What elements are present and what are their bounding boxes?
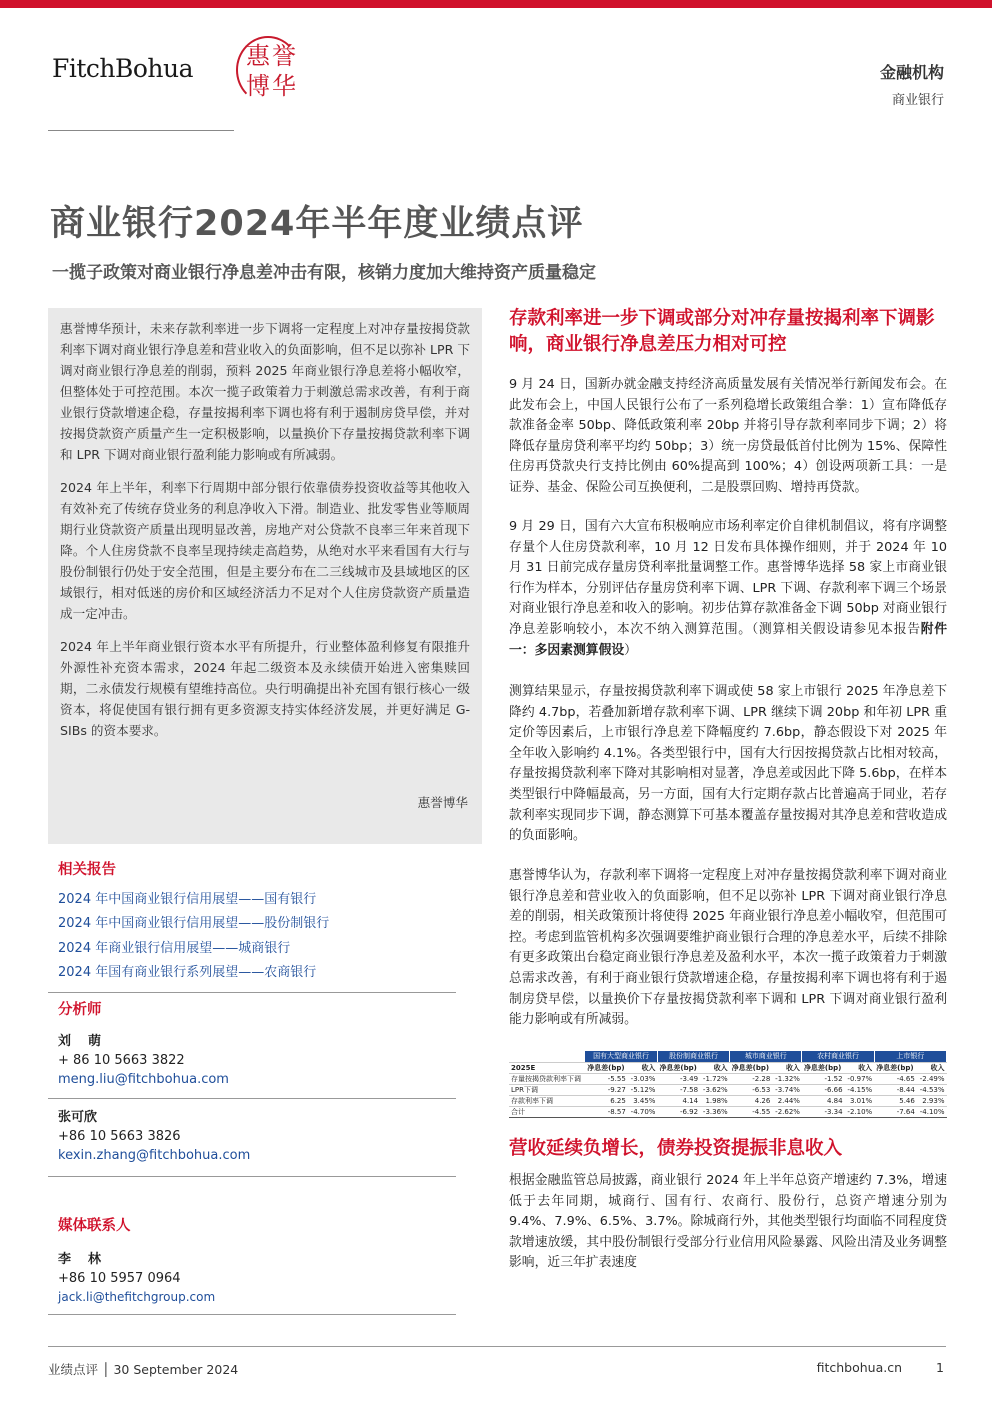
table-row — [509, 1084, 947, 1095]
table-cell: -0.97% — [845, 1073, 875, 1084]
appendix-reference: 附件一：多因素测算假设 — [509, 621, 948, 658]
summary-paragraph: 惠誉博华预计，未来存款利率进一步下调将一定程度上对冲存量按揭贷款利率下调对商业银行净息差和营业收入的负面影响，但不足以弥补 LPR 下调对商业银行净息差的削弱，预料 2025 年商业银行净息差将小幅收窄，但整体处于可控范围。本次一揽子政策着力于刺激总需求改善，有利于商业银行贷款增速企稳，存量按揭利率下调也将有利于遏制房贷早偿，并对按揭贷款资产质量产生一定积极影响，以量换价下存量按揭贷款利率下调和 LPR 下调对商业银行盈利能力影响或有所减弱。 — [60, 321, 470, 462]
table-row — [509, 1095, 947, 1106]
body-paragraph: 9 月 24 日，国新办就金融支持经济高质量发展有关情况举行新闻发布会。在此发布会上，中国人民银行公布了一系列稳增长政策组合拳：1）宣布降低存款准备金率 50bp、降低政策利率 20bp 并将引导存款利率同步下调；2）将降低存量房贷利率平均约 50bp；3）统一房贷最低首付比例为 15%、保障性住房再贷款央行支持比例由 60%提高到 100%；4）创设两项新工具：一是证券、基金、保险公司互换便利，二是股票回购、增持再贷款。 — [509, 377, 947, 495]
table-cell: -4.70% — [628, 1106, 658, 1117]
analyst-phone: +86 10 5663 3826 — [58, 1129, 181, 1144]
body-paragraph: 测算结果显示，存量按揭贷款利率下调或使 58 家上市银行 2025 年净息差下降约 4.7bp，若叠加新增存款利率下调、LPR 继续下调 20bp 和年初 LPR 重定价等因素后，上市银行净息差下降幅度约 7.6bp，静态假设下对 2025 年全年收入影响约 4.1%。各类型银行中，国有大行因按揭贷款占比相对较高，存量按揭贷款利率下降对其影响相对显著，净息差或因此下降 5.6bp，在样本类型银行中降幅最高，另一方面，国有大行定期存款占比普遍高于同业，若存款利率实现同步下调，静态测算下可基本覆盖存量按揭对其净息差和营收造成的负面影响。 — [509, 684, 947, 844]
table-subheader: 净息差(bp) — [657, 1062, 700, 1073]
table-cell: -1.52 — [802, 1073, 845, 1084]
table-group-header: 国有大型商业银行 — [585, 1051, 657, 1062]
body-text: 9 月 29 日，国有六大宣布积极响应市场利率定价自律机制倡议，将有序调整存量个人住房贷款利率，10 月 12 日发布具体操作细则，并于 2024 年 10 月 31 日前完成存量房贷利率批量调整工作。惠誉博华选择 58 家上市商业银行作为样本，分别评估存量房贷利率下调、LPR 下调、存款利率下调三个场景对商业银行净息差和收入的影响。初步估算存款准备金下调 50bp 对商业银行净息差影响较小，本次不纳入测算范围。（测算相关假设请参见本报告 — [509, 519, 947, 637]
seal-char: 惠 — [246, 42, 270, 70]
media-contact-phone: +86 10 5957 0964 — [58, 1271, 181, 1286]
table-cell: -8.57 — [585, 1106, 628, 1117]
table-group-header: 股份制商业银行 — [657, 1051, 729, 1062]
table-cell: 6.25 — [585, 1095, 628, 1106]
nim-impact-table — [509, 1051, 947, 1118]
page-number: 1 — [936, 1360, 944, 1375]
section-heading: 营收延续负增长，债券投资提振非息收入 — [509, 1138, 843, 1159]
media-contact-card — [58, 1250, 215, 1307]
analyst-card — [58, 1032, 229, 1089]
table-cell: -6.66 — [802, 1084, 845, 1095]
table-subheader: 收入 — [917, 1062, 947, 1073]
table-cell: 4.26 — [730, 1095, 773, 1106]
table-cell: -1.32% — [772, 1073, 802, 1084]
table-cell: 3.01% — [845, 1095, 875, 1106]
table-cell: -3.62% — [700, 1084, 730, 1095]
sidebar-divider — [48, 1314, 456, 1315]
table-cell: -4.15% — [845, 1084, 875, 1095]
table-group-header: 城市商业银行 — [730, 1051, 802, 1062]
table-cell: -4.53% — [917, 1084, 947, 1095]
body-paragraph — [509, 517, 947, 661]
table-row-label: LPR下调 — [509, 1084, 585, 1095]
table-row-label: 存量按揭贷款利率下调 — [509, 1073, 585, 1084]
table-cell: -9.27 — [585, 1084, 628, 1095]
table-cell: -2.10% — [845, 1106, 875, 1117]
summary-paragraph: 2024 年上半年商业银行资本水平有所提升，行业整体盈利修复有限推升外源性补充资本需求，2024 年起二级资本及永续债开始进入密集赎回期，二永债发行规模有望维持高位。央行明确提出补充国有银行核心一级资本，将促使国有银行拥有更多资源支持实体经济发展，并更好满足 G-SIBs 的资本要求。 — [60, 639, 470, 738]
report-title: 商业银行2024年半年度业绩点评 — [50, 204, 584, 244]
table-row-label: 合计 — [509, 1106, 585, 1117]
table-subheader: 净息差(bp) — [730, 1062, 773, 1073]
footer-right — [817, 1360, 944, 1375]
body-paragraph: 根据金融监管总局披露，商业银行 2024 年上半年总资产增速约 7.3%，增速低于去年同期，城商行、国有行、农商行、股份行，总资产增速分别为 9.4%、7.9%、6.5%、3.7%。除城商行外，其他类型银行均面临不同程度贷款增速放缓，其中股份制银行受部分行业信用风险暴露、风险出清及业务调整影响，近三年扩表速度 — [509, 1173, 947, 1271]
table-cell: 4.14 — [657, 1095, 700, 1106]
table-cell: -4.55 — [730, 1106, 773, 1117]
table-subheader: 收入 — [700, 1062, 730, 1073]
sector-main: 金融机构 — [879, 63, 944, 82]
table-cell: -1.72% — [700, 1073, 730, 1084]
related-report-link[interactable]: 2024 年中国商业银行信用展望——国有银行 — [58, 892, 317, 907]
table-subheader: 净息差(bp) — [874, 1062, 917, 1073]
table-cell: -5.55 — [585, 1073, 628, 1084]
table-body — [509, 1073, 947, 1117]
table-cell: -3.49 — [657, 1073, 700, 1084]
sidebar-divider — [48, 1098, 456, 1099]
table-subheader: 净息差(bp) — [585, 1062, 628, 1073]
analyst-name: 刘 萌 — [58, 1034, 104, 1049]
table-cell: -4.10% — [917, 1106, 947, 1117]
logo-divider — [48, 130, 234, 131]
analyst-phone: + 86 10 5663 3822 — [58, 1053, 185, 1068]
body-text: ） — [624, 642, 637, 658]
table-cell: -3.74% — [772, 1084, 802, 1095]
media-contact-email[interactable]: jack.li@thefitchgroup.com — [58, 1290, 216, 1304]
related-report-link[interactable]: 2024 年国有商业银行系列展望——农商银行 — [58, 964, 317, 980]
table-cell: -8.44 — [874, 1084, 917, 1095]
footer-divider — [48, 1346, 946, 1347]
analysts-heading: 分析师 — [58, 1002, 102, 1018]
related-reports-heading: 相关报告 — [58, 862, 116, 878]
table-cell: 4.84 — [802, 1095, 845, 1106]
analyst-card — [58, 1108, 250, 1165]
logo-seal — [240, 38, 300, 104]
table-cell: 1.98% — [700, 1095, 730, 1106]
table-row — [509, 1073, 947, 1084]
analyst-email[interactable]: meng.liu@fitchbohua.com — [58, 1072, 229, 1087]
table-cell: 3.45% — [628, 1095, 658, 1106]
table-group-header: 上市银行 — [874, 1051, 946, 1062]
footer-left: 业绩点评 │ 30 September 2024 — [48, 1362, 239, 1377]
summary-paragraph: 2024 年上半年，利率下行周期中部分银行依靠债券投资收益等其他收入有效补充了传统存贷业务的利息净收入下滑。制造业、批发零售业等顺周期行业贷款资产质量出现明显改善，房地产对公贷款不良率三年来首现下降。个人住房贷款不良率呈现持续走高趋势，从绝对水平来看国有大行与股份制银行仍处于安全范围，但是主要分布在二三线城市及县域地区的区域银行，相对低迷的房价和区域经济活力不足对个人住房贷款资产质量造成一定冲击。 — [60, 480, 470, 621]
table-row-label: 存款利率下调 — [509, 1095, 585, 1106]
table-cell: -2.49% — [917, 1073, 947, 1084]
analyst-email[interactable]: kexin.zhang@fitchbohua.com — [58, 1148, 251, 1163]
table-cell: -4.65 — [874, 1073, 917, 1084]
fitchbohua-logo — [52, 38, 296, 108]
body-paragraph: 惠誉博华认为，存款利率下调将一定程度上对冲存量按揭贷款利率下调对商业银行净息差和营业收入的负面影响，但不足以弥补 LPR 下调对商业银行净息差的削弱，相关政策预计将使得 2025 年商业银行净息差小幅收窄，但范围可控。考虑到监管机构多次强调要维护商业银行合理的净息差水平，后续不排除有更多政策出台稳定商业银行净息差及盈利水平，本次一揽子政策着力于刺激总需求改善，有利于商业银行贷款增速企稳，存量按揭利率下调也将有利于遏制房贷早偿，以量换价下存量按揭贷款利率下调和 LPR 下调对商业银行盈利能力影响或有所减弱。 — [509, 868, 947, 1028]
table-cell: 2.44% — [772, 1095, 802, 1106]
top-accent-bar — [0, 0, 992, 8]
sector-sub: 商业银行 — [891, 93, 944, 108]
table-cell: -7.64 — [874, 1106, 917, 1117]
table-subheader: 收入 — [628, 1062, 658, 1073]
table-cell: -6.92 — [657, 1106, 700, 1117]
table-cell: 2.93% — [917, 1095, 947, 1106]
sidebar-divider — [48, 1176, 456, 1177]
table-cell: -5.12% — [628, 1084, 658, 1095]
table-cell: 5.46 — [874, 1095, 917, 1106]
seal-char: 博 — [246, 72, 270, 100]
table-cell: -3.36% — [700, 1106, 730, 1117]
summary-box — [48, 308, 482, 844]
related-reports-list — [58, 888, 329, 985]
table-year: 2025E — [509, 1062, 585, 1073]
media-contact-name: 李 林 — [58, 1252, 104, 1267]
table-group-row — [509, 1051, 947, 1062]
media-contact-heading: 媒体联系人 — [58, 1218, 131, 1234]
seal-char: 华 — [272, 72, 296, 100]
sector-label — [880, 60, 944, 108]
table-cell: -7.58 — [657, 1084, 700, 1095]
table-subheader: 净息差(bp) — [802, 1062, 845, 1073]
table-subheader-row — [509, 1062, 947, 1073]
table-subheader: 收入 — [772, 1062, 802, 1073]
sidebar-divider — [48, 992, 456, 993]
table-cell: -2.28 — [730, 1073, 773, 1084]
related-report-link[interactable]: 2024 年商业银行信用展望——城商银行 — [58, 940, 291, 956]
table-group-header: 农村商业银行 — [802, 1051, 874, 1062]
logo-wordmark: FitchBohua — [52, 54, 194, 83]
seal-char: 誉 — [272, 42, 296, 70]
footer-site[interactable]: fitchbohua.cn — [816, 1360, 903, 1375]
summary-signature: 惠誉博华 — [417, 795, 468, 810]
related-report-link[interactable]: 2024 年中国商业银行信用展望——股份制银行 — [58, 916, 330, 932]
table-subheader: 收入 — [845, 1062, 875, 1073]
table-cell: -3.03% — [628, 1073, 658, 1084]
table-cell: -2.62% — [772, 1106, 802, 1117]
section-heading: 存款利率进一步下调或部分对冲存量按揭利率下调影响，商业银行净息差压力相对可控 — [509, 308, 935, 355]
table-cell: -3.34 — [802, 1106, 845, 1117]
analyst-name: 张可欣 — [58, 1110, 98, 1125]
table-cell: -6.53 — [730, 1084, 773, 1095]
table-row — [509, 1106, 947, 1117]
table-corner — [509, 1051, 585, 1062]
report-subtitle: 一揽子政策对商业银行净息差冲击有限，核销力度加大维持资产质量稳定 — [52, 263, 596, 283]
